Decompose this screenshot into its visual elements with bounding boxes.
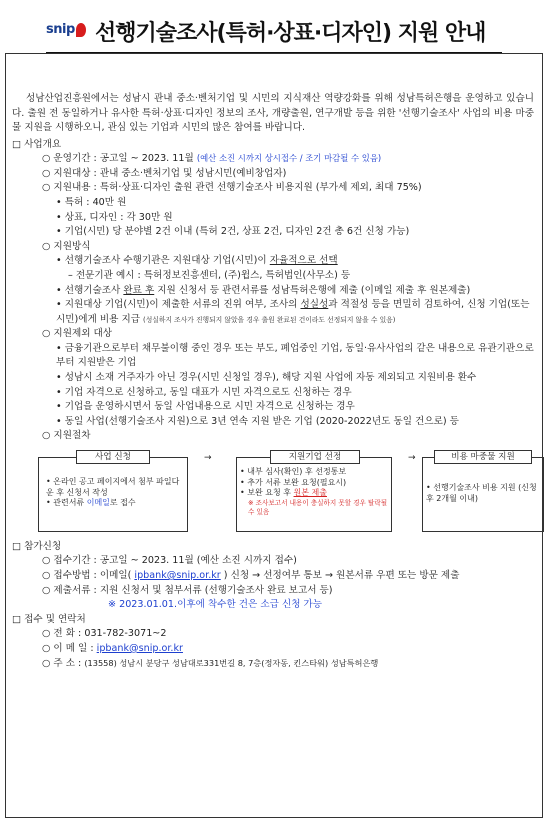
method-item-1-sub: – 전문기관 예시 : 특허정보진흥센터, (주)윕스, 특허법인(사무소) 등 (68, 269, 351, 281)
content-item-limit: • 기업(시민) 당 분야별 2건 이내 (특허 2건, 상표 2건, 디자인 2건 총 6건 신청 가능) (56, 226, 410, 238)
procedure-box-apply-text: • 온라인 공고 페이지에서 첨부 파일다운 후 신청서 작성 • 관련서류 이메일로 접수 (46, 476, 180, 508)
period-line: ○ 운영기간 : 공고일 ~ 2023. 11월 (예산 소진 시까지 상시접수 / 조기 마감될 수 있음) (42, 153, 382, 165)
content-line: ○ 지원내용 : 특허·상표·디자인 출원 관련 선행기술조사 비용지원 (부가세 제외, 최대 75%) (42, 182, 422, 194)
procedure-flow (38, 450, 537, 532)
procedure-arrow-1: → (204, 452, 212, 463)
excluded-item-1: • 금융기관으로부터 채무불이행 중인 경우 또는 부도, 폐업중인 기업, 동일·유사사업의 같은 내용으로 유관기관으로부터 지원받은 기업 (56, 342, 534, 369)
contact-email-link[interactable]: ipbank@snip.or.kr (96, 642, 183, 654)
procedure-box-support-text: • 선행기술조사 비용 지원 (신청 후 2개월 이내) (426, 482, 537, 503)
method-line: ○ 지원방식 (42, 240, 91, 252)
overview-heading: □ 사업개요 (12, 138, 62, 150)
excluded-item-2: • 성남시 소재 거주자가 아닌 경우(시민 신청일 경우), 해당 지원 사업에 자동 제외되고 지원비용 환수 (56, 371, 477, 383)
application-notice: ※ 2023.01.01.이후에 착수한 건은 소급 신청 가능 (108, 599, 323, 611)
excluded-line: ○ 지원제외 대상 (42, 328, 113, 340)
procedure-arrow-2: → (408, 452, 416, 463)
page-title: 선행기술조사(특허·상표·디자인) 지원 안내 (95, 21, 486, 46)
excluded-item-4: • 기업을 운영하시면서 동일 사업내용으로 시민 자격으로 신청하는 경우 (56, 401, 355, 413)
period-note: (예산 소진 시까지 상시접수 / 조기 마감될 수 있음) (196, 153, 382, 164)
procedure-box-select-title: 지원기업 선정 (270, 450, 360, 464)
target-line: ○ 지원대상 : 관내 중소·벤처기업 및 성남시민(예비창업자) (42, 167, 287, 179)
procedure-line: ○ 지원절차 (42, 430, 91, 442)
procedure-box-support-title: 비용 마중물 지원 (434, 450, 532, 464)
excluded-item-3: • 기업 자격으로 신청하고, 동일 대표가 시민 자격으로도 신청하는 경우 (56, 386, 352, 398)
snip-logo (46, 22, 86, 40)
content-item-patent: • 특허 : 40만 원 (56, 197, 127, 209)
contact-phone: ○ 전 화 : 031-782-3071~2 (42, 628, 167, 640)
application-period: ○ 접수기간 : 공고일 ~ 2023. 11월 (예산 소진 시까지 접수) (42, 555, 297, 567)
content-item-trademark: • 상표, 디자인 : 각 30만 원 (56, 211, 173, 223)
application-email-link[interactable]: ipbank@snip.or.kr (134, 570, 221, 582)
logo-text: snip (46, 22, 75, 37)
application-docs: ○ 제출서류 : 지원 신청서 및 첨부서류 (선행기술조사 완료 보고서 등) (42, 584, 333, 596)
method-item-1: • 선행기술조사 수행기관은 지원대상 기업(시민)이 자율적으로 선택 (56, 255, 338, 267)
contact-heading: □ 접수 및 연락처 (12, 613, 86, 625)
main-content (12, 92, 537, 671)
method-item-2: • 선행기술조사 완료 후 지원 신청서 등 관련서류를 성남특허은행에 제출 (이메일 제출 후 원본제출) (56, 284, 471, 296)
intro-text: 성남산업진흥원에서는 성남시 관내 중소·벤처기업 및 시민의 지식재산 역량강화를 위해 성남특허은행을 운영하고 있습니다. 출원 전 동일하거나 유사한 특허·상표·디자인 정보의 조사, 개량출원, 연구개발 등을 위한 '선행기술조사' 사업의 비용 마중물 지원을 시행하오니, 관심 있는 기업과 시민의 많은 참여를 바랍니다. (12, 93, 534, 134)
contact-email: ○ 이 메 일 : ipbank@snip.or.kr (42, 642, 183, 654)
excluded-item-5: • 동일 사업(선행기술조사 지원)으로 3년 연속 지원 받은 기업 (2020-2022년도 동일 건으로) 등 (56, 415, 459, 427)
logo-mark-icon (76, 23, 86, 37)
procedure-box-apply-title: 사업 신청 (76, 450, 150, 464)
procedure-box-select-text: • 내부 심사(확인) 후 선정통보 • 추가 서류 보완 요청(필요시) • 보완 요청 후 원본 제출 ※ 조사보고서 내용이 충실하지 못할 경우 탈락될 수 있음 (240, 466, 388, 517)
application-method: ○ 접수방법 : 이메일( ipbank@snip.or.kr ) 신청 → 선정여부 통보 → 원본서류 우편 또는 방문 제출 (42, 570, 460, 582)
contact-address: ○ 주 소 : (13558) 성남시 분당구 성남대로331번길 8, 7층(정자동, 킨스타워) 성남특허은행 (42, 657, 379, 669)
header (0, 8, 550, 48)
application-heading: □ 참가신청 (12, 540, 62, 552)
method-item-3: • 지원대상 기업(시민)이 제출한 서류의 진위 여부, 조사의 성실성과 적절성 등을 면밀히 검토하여, 신청 기업(또는 시민)에게 비용 지급 (성실하지 조사가 진행되지 않았을 경우 출원 완료된 건이라도 선정되지 않을 수 있음) (56, 299, 530, 325)
